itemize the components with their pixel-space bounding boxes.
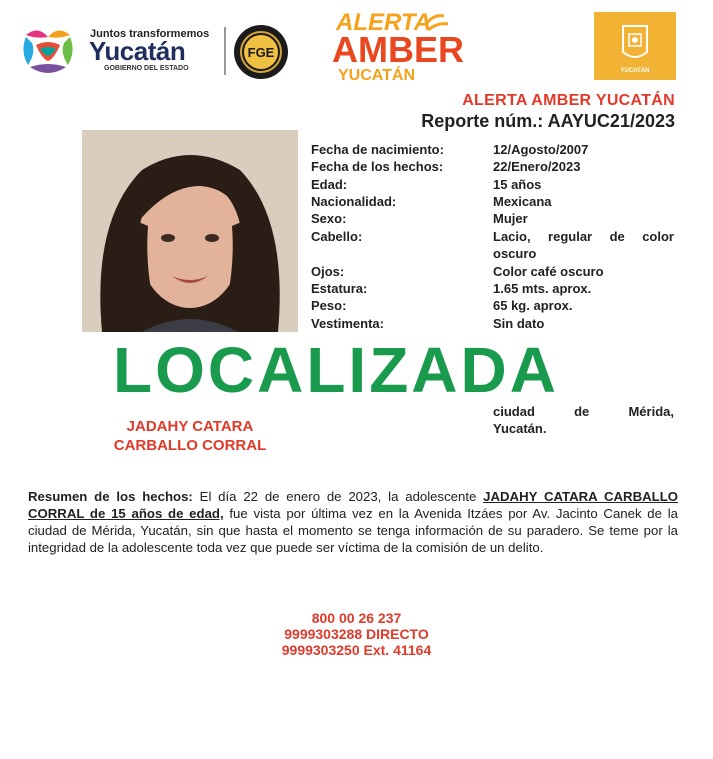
localizada-stamp: LOCALIZADA [113,334,559,406]
government-badge [594,12,676,80]
location-line-1: ciudad de Mérida, [493,404,674,419]
summary-text-2: fue vista por última vez en la Avenida Itzáes por Av. Jacinto Canek de la ciudad de Mérida, Yucatán, sin que hasta el momento se tenga información de su paradero. Se teme por la integridad de la adolescente toda vez que puede ser víctima de la comisión de un delito. [28,506,678,555]
person-name-line-2: CARBALLO CORRAL [113,437,267,454]
label-age: Edad: [311,177,348,192]
amber-logo-line3: YUCATÁN [338,67,416,84]
yucatan-tagline: Juntos transformemos [90,28,210,40]
yucatan-subtitle: GOBIERNO DEL ESTADO [104,65,189,72]
label-clothing: Vestimenta: [311,316,384,331]
value-nationality: Mexicana [493,194,552,209]
alerta-amber-logo-icon [330,6,464,86]
location-line-2: Yucatán. [493,421,547,436]
report-number: Reporte núm.: AAYUC21/2023 [421,111,675,131]
phone-line-3[interactable]: 9999303250 Ext. 41164 [281,642,432,658]
portrait-image [82,130,298,332]
label-weight: Peso: [311,298,347,313]
fge-label: FGE [247,45,275,60]
phone-line-2[interactable]: 9999303288 DIRECTO [284,626,429,642]
label-height: Estatura: [311,281,368,296]
value-clothing: Sin dato [493,316,545,331]
phone-line-1[interactable]: 800 00 26 237 [311,610,402,626]
value-weight: 65 kg. aprox. [493,298,573,313]
label-nationality: Nacionalidad: [311,194,397,209]
person-name-line-1: JADAHY CATARA [126,418,254,435]
header-divider [224,27,226,75]
value-height: 1.65 mts. aprox. [493,281,592,296]
value-sex: Mujer [493,211,528,226]
person-photo [82,130,298,332]
summary-paragraph [28,488,678,556]
summary-text-1: El día 22 de enero de 2023, la adolescente [192,489,484,504]
value-event-date: 22/Enero/2023 [493,159,581,174]
value-age: 15 años [493,177,542,192]
summary-highlight: JADAHY CATARA CARBALLO CORRAL de 15 años de edad, [28,489,679,521]
label-birthdate: Fecha de nacimiento: [311,142,444,157]
amber-logo-line1: ALERTA [336,9,432,36]
label-eyes: Ojos: [311,264,345,279]
label-sex: Sexo: [311,211,347,226]
yucatan-name: Yucatán [89,36,186,66]
alert-title: ALERTA AMBER YUCATÁN [462,92,675,109]
yucatan-logo-icon [18,25,78,77]
summary-lead: Resumen de los hechos: [28,489,193,504]
value-eyes: Color café oscuro [493,264,604,279]
value-hair-cont: oscuro [493,246,537,261]
fge-seal-icon [233,24,289,80]
value-birthdate: 12/Agosto/2007 [493,142,589,157]
label-hair: Cabello: [311,229,363,244]
coat-of-arms-icon [594,12,676,80]
label-event-date: Fecha de los hechos: [311,159,444,174]
amber-logo-line2: AMBER [332,29,464,70]
value-hair: Lacio, regular de color [493,229,674,244]
badge-label: YUCATÁN [620,68,650,74]
